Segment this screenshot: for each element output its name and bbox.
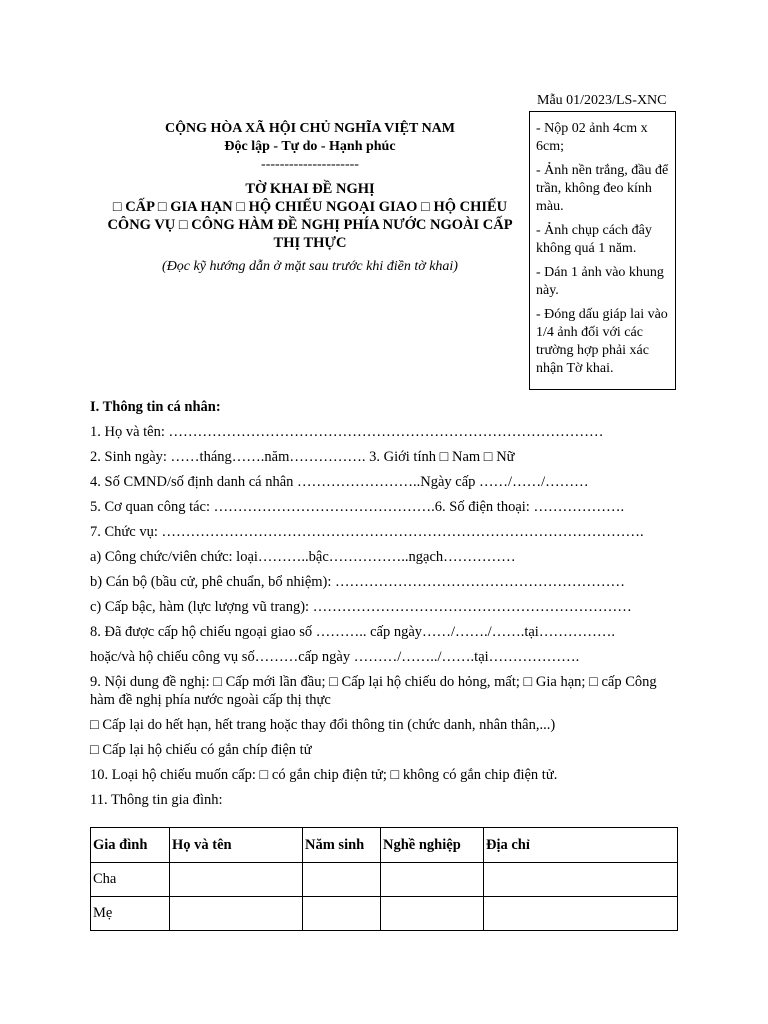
photo-box [529, 111, 676, 390]
col-header-relation: Gia đình [91, 828, 170, 863]
form-title: TỜ KHAI ĐỀ NGHỊ [245, 181, 375, 197]
field-diplomatic-passport: 8. Đã được cấp hộ chiếu ngoại giao số ……….. cấp ngày……/……./…….tại……………. [90, 624, 615, 640]
cell-occupation [381, 863, 484, 897]
personal-info-section [90, 398, 680, 816]
cell-birth-year [303, 897, 381, 931]
photo-instruction-2: - Ảnh nền trắng, đầu để trần, không đeo kính màu. [536, 163, 669, 214]
cell-relation: Mẹ [91, 897, 170, 931]
cell-birth-year [303, 863, 381, 897]
cell-address [484, 863, 678, 897]
field-official: b) Cán bộ (bầu cử, phê chuẩn, bổ nhiệm): …………………………………………………… [90, 574, 626, 590]
field-official-passport: hoặc/và hộ chiếu công vụ số………cấp ngày ………/……../…….tại………………. [90, 649, 580, 665]
field-request-content: 9. Nội dung đề nghị: □ Cấp mới lần đầu; □ Cấp lại hộ chiếu do hỏng, mất; □ Gia hạn; □ cấp Công hàm đề nghị phía nước ngoài cấp thị thực [90, 674, 657, 708]
photo-instruction-5: - Đóng dấu giáp lai vào 1/4 ảnh đối với các trường hợp phải xác nhận Tờ khai. [536, 307, 668, 376]
form-subtitle-line-1: □ CẤP □ GIA HẠN □ HỘ CHIẾU NGOẠI GIAO □ HỘ CHIẾU [112, 199, 508, 215]
national-motto: Độc lập - Tự do - Hạnh phúc [224, 139, 396, 154]
field-civil-servant: a) Công chức/viên chức: loại………..bậc……………..ngạch…………… [90, 549, 516, 565]
family-table [90, 827, 678, 931]
col-header-occupation: Nghề nghiệp [381, 828, 484, 863]
form-subtitle-line-3: THỊ THỰC [273, 235, 347, 251]
header-divider: --------------------- [261, 157, 359, 172]
table-row [91, 863, 678, 897]
cell-address [484, 897, 678, 931]
col-header-address: Địa chỉ [484, 828, 678, 863]
section-title: I. Thông tin cá nhân: [90, 399, 221, 415]
field-birth-gender: 2. Sinh ngày: ……tháng…….năm……………. 3. Giới tính □ Nam □ Nữ [90, 449, 515, 465]
field-request-chip: □ Cấp lại hộ chiếu có gắn chíp điện tử [90, 742, 312, 758]
field-rank: c) Cấp bậc, hàm (lực lượng vũ trang): ………………………………………………………… [90, 599, 632, 615]
table-header-row [91, 828, 678, 863]
col-header-name: Họ và tên [170, 828, 303, 863]
table-row [91, 897, 678, 931]
form-subtitle-line-2: CÔNG VỤ □ CÔNG HÀM ĐỀ NGHỊ PHÍA NƯỚC NGOÀI CẤP [107, 217, 513, 233]
cell-relation: Cha [91, 863, 170, 897]
field-passport-type: 10. Loại hộ chiếu muốn cấp: □ có gắn chip điện tử; □ không có gắn chip điện tử. [90, 767, 558, 783]
form-code: Mẫu 01/2023/LS-XNC [537, 93, 667, 108]
cell-name [170, 863, 303, 897]
col-header-birth-year: Năm sinh [303, 828, 381, 863]
field-full-name: 1. Họ và tên: ……………………………………………………………………………… [90, 424, 604, 440]
country-name: CỘNG HÒA XÃ HỘI CHỦ NGHĨA VIỆT NAM [164, 121, 455, 136]
cell-occupation [381, 897, 484, 931]
field-position: 7. Chức vụ: ………………………………………………………………………………………. [90, 524, 644, 540]
field-request-reissue: □ Cấp lại do hết hạn, hết trang hoặc thay đổi thông tin (chức danh, nhân thân,...) [90, 717, 556, 733]
form-header [90, 120, 530, 276]
field-workplace-phone: 5. Cơ quan công tác: ……………………………………….6. Số điện thoại: ………………. [90, 499, 625, 515]
photo-instruction-1: - Nộp 02 ảnh 4cm x 6cm; [536, 121, 648, 154]
photo-instruction-4: - Dán 1 ảnh vào khung này. [536, 265, 664, 298]
field-family-info: 11. Thông tin gia đình: [90, 792, 223, 808]
photo-instruction-3: - Ảnh chụp cách đây không quá 1 năm. [536, 223, 652, 256]
cell-name [170, 897, 303, 931]
instruction-note: (Đọc kỹ hướng dẫn ở mặt sau trước khi điền tờ khai) [162, 259, 458, 274]
field-id-number: 4. Số CMND/số định danh cá nhân ……………………..Ngày cấp ……/……/……… [90, 474, 589, 490]
